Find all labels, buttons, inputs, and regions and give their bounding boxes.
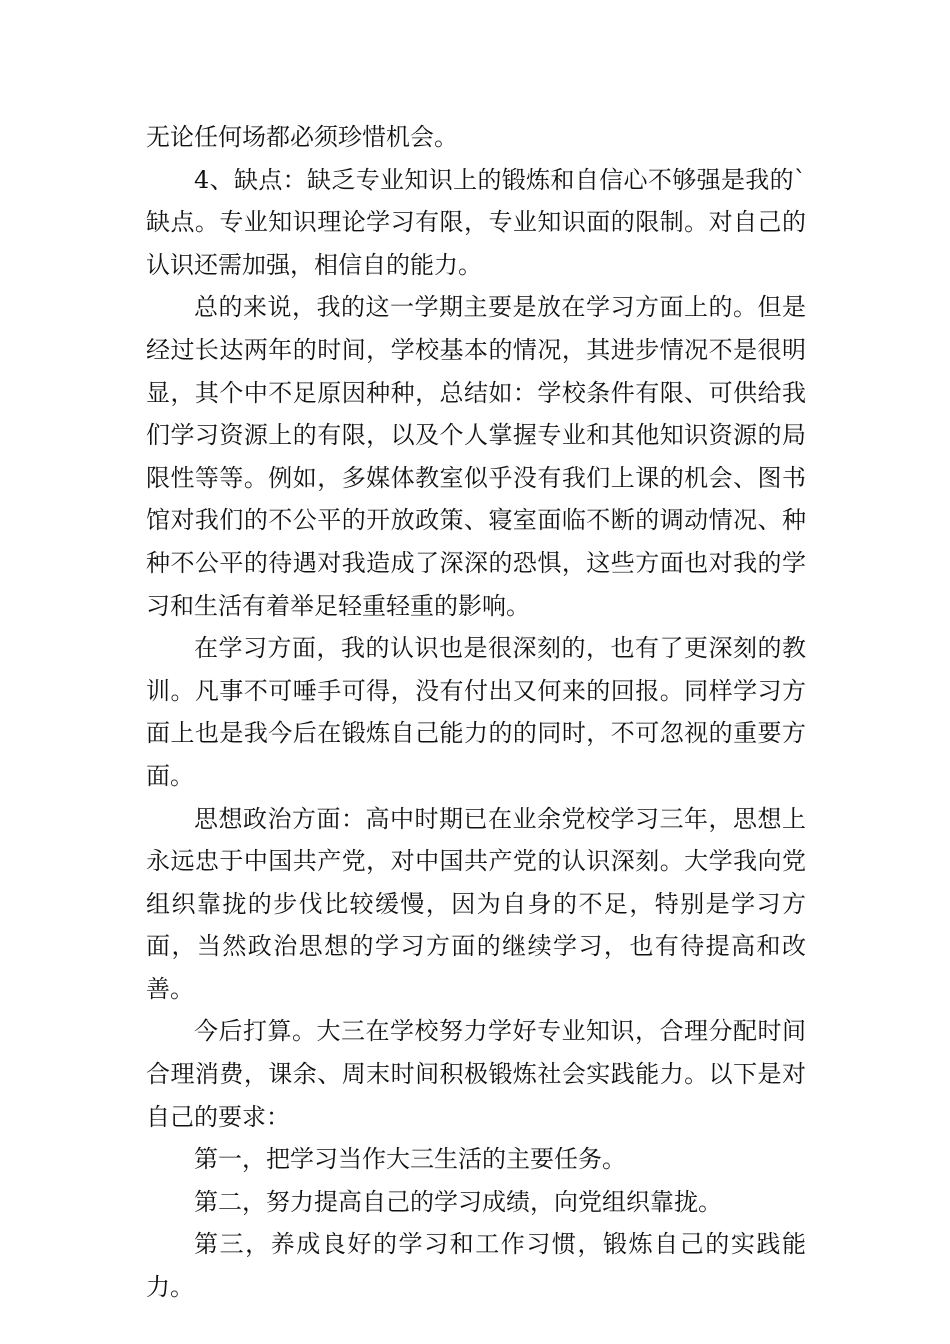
list-item-third: 第三，养成良好的学习和工作习惯，锻炼自己的实践能力。 bbox=[146, 1230, 806, 1302]
paragraph-continuation: 无论任何场都必须珍惜机会。 bbox=[146, 123, 458, 151]
paragraph-summary: 总的来说，我的这一学期主要是放在学习方面上的。但是经过长达两年的时间，学校基本的情况，其进步情况不是很明显，其个中不足原因种种，总结如：学校条件有限、可供给我们学习资源上的有限，以及个人掌握专业和其他知识资源的局限性等等。例如，多媒体教室似乎没有我们上课的机会、图书馆对我们的不公平的开放政策、寝室面临不断的调动情况、种种不公平的待遇对我造成了深深的恐惧，这些方面也对我的学习和生活有着举足轻重轻重的影响。 bbox=[146, 293, 806, 620]
paragraph-study: 在学习方面，我的认识也是很深刻的，也有了更深刻的教训。凡事不可唾手可得，没有付出又何来的回报。同样学习方面上也是我今后在锻炼自己能力的的同时，不可忽视的重要方面。 bbox=[146, 634, 806, 790]
list-item-first: 第一，把学习当作大三生活的主要任务。 bbox=[194, 1145, 626, 1174]
list-item-second: 第二，努力提高自己的学习成绩，向党组织靠拢。 bbox=[194, 1187, 722, 1216]
paragraph-plans: 今后打算。大三在学校努力学好专业知识，合理分配时间合理消费，课余、周末时间积极锻炼社会实践能力。以下是对自己的要求： bbox=[146, 1017, 806, 1131]
paragraph-politics: 思想政治方面：高中时期已在业余党校学习三年，思想上永远忠于中国共产党，对中国共产党的认识深刻。大学我向党组织靠拢的步伐比较缓慢，因为自身的不足，特别是学习方面，当然政治思想的学习方面的继续学习，也有待提高和改善。 bbox=[146, 804, 806, 1003]
document-body bbox=[146, 116, 806, 1309]
paragraph-weakness: 4、缺点：缺乏专业知识上的锻炼和自信心不够强是我的`缺点。专业知识理论学习有限，专业知识面的限制。对自己的认识还需加强，相信自的能力。 bbox=[146, 165, 806, 279]
